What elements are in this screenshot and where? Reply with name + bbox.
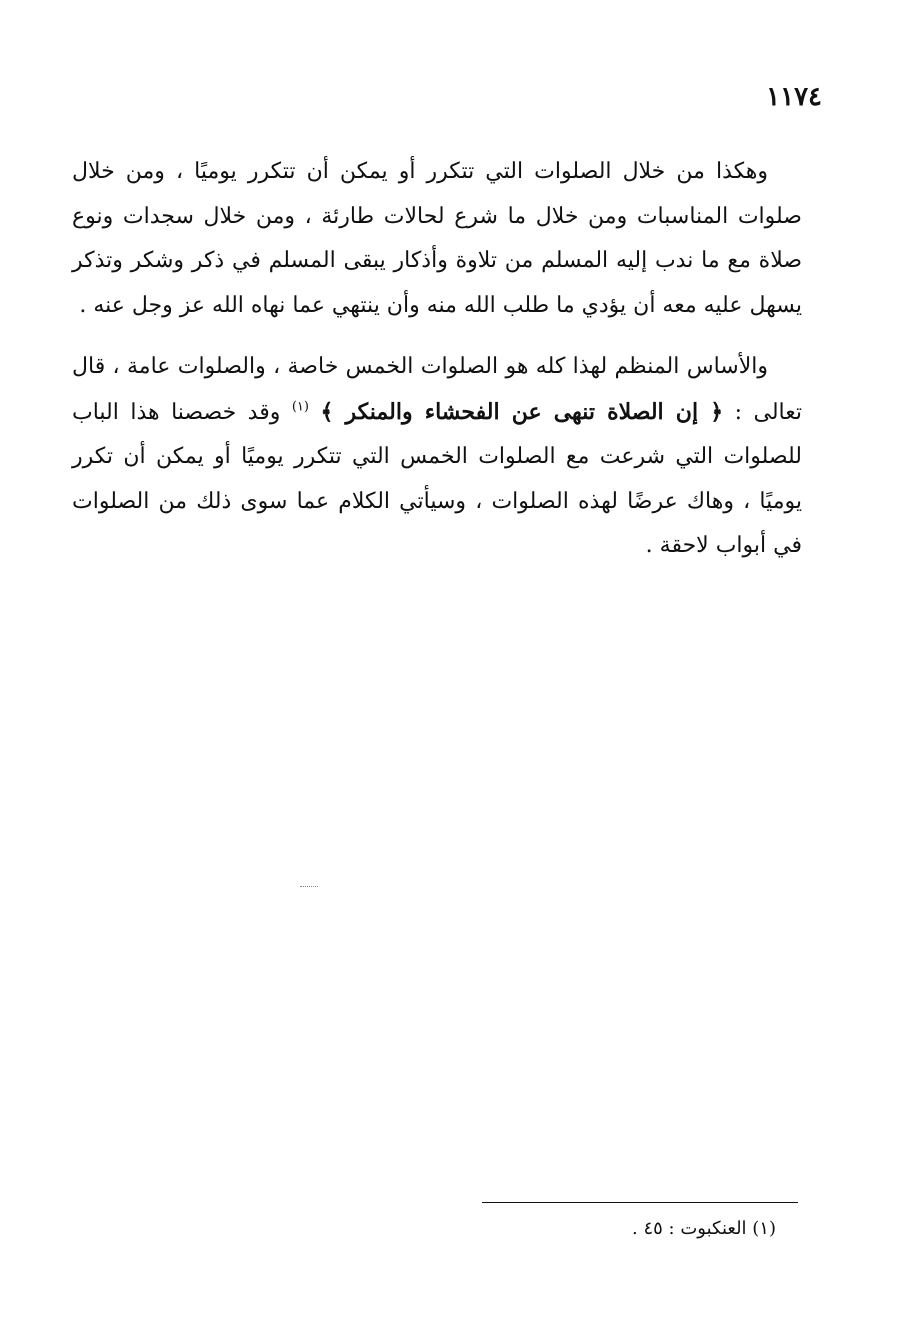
quran-verse: ﴿ إن الصلاة تنهى عن الفحشاء والمنكر ﴾ [320,398,724,425]
footnote-divider [482,1202,798,1203]
paragraph-2-rest: وقد خصصنا هذا الباب للصلوات التي شرعت مع الصلوات الخمس التي تتكرر يوميًا أو يمكن أن تكرر يوميًا ، وهاك عرضًا لهذه الصلوات ، وسيأتي الكلام عما سوى ذلك من الصلوات في أبواب لاحقة . [72,399,802,558]
paragraph-2 [72,345,802,569]
paragraph-1: وهكذا من خلال الصلوات التي تتكرر أو يمكن أن تتكرر يوميًا ، ومن خلال صلوات المناسبات ومن خلال ما شرع لحالات طارئة ، ومن خلال سجدات ونوع صلاة مع ما ندب إليه المسلم من تلاوة وأذكار يبقى المسلم في ذكر وشكر وتذكر يسهل عليه معه أن يؤدي ما طلب الله منه وأن ينتهي عما نهاه الله عز وجل عنه . [72,159,802,318]
body-text [72,150,802,569]
page-number: ١١٧٤ [766,82,822,112]
footnote-reference[interactable]: (١) [291,399,309,415]
footnote: (١) العنكبوت : ٤٥ . [632,1218,776,1239]
paragraph-2-intro: والأساس المنظم لهذا كله هو الصلوات الخمس خاصة ، والصلوات عامة ، قال تعالى : [72,354,802,425]
scan-mark [300,886,318,887]
